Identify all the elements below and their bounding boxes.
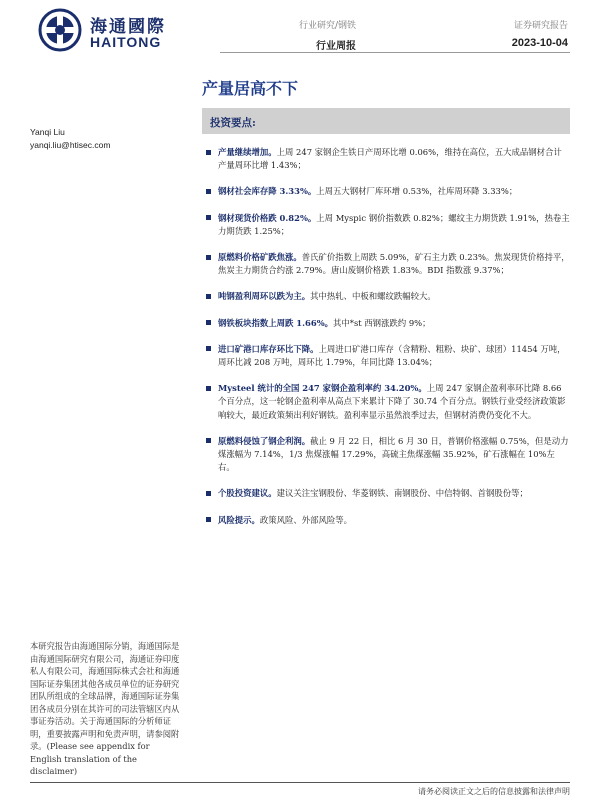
bullet-text: 上周五大钢材厂库环增 0.53%，社库周环降 3.33%； (316, 186, 518, 197)
list-item (206, 212, 570, 238)
list-item (206, 146, 570, 172)
list-item (206, 343, 570, 369)
bullet-text: 上周进口矿港口库存（含精粉、粗粉、块矿、球团）11454 万吨，周环比减 208 万吨，周环比 1.79%，年同比降 13.04%； (218, 343, 566, 368)
list-item (206, 382, 570, 422)
list-item (206, 487, 570, 500)
bullet-lead: 个股投资建议。 (218, 488, 277, 499)
bullet-text: 截止 9 月 22 日，相比 6 月 30 日，普钢价格涨幅 0.75%，但是动力煤涨幅为 7.14%，1/3 焦煤涨幅 17.29%，高硫主焦煤涨幅 35.92%，矿石涨幅在 10%左右。 (218, 435, 569, 473)
bullet-lead: 钢材社会库存降 3.33%。 (218, 186, 317, 197)
bullet-lead: 吨钢盈利周环以跌为主。 (218, 291, 311, 302)
report-type: 证券研究报告 (513, 21, 568, 31)
bullet-lead: 进口矿港口库存环比下降。 (218, 343, 319, 354)
bullet-lead: Mysteel 统计的全国 247 家钢企盈利率约 34.20%。 (218, 383, 427, 394)
distribution-disclaimer: 本研究报告由海通国际分销，海通国际是由海通国际研究有限公司，海通证券印度私人有限公司，海通国际株式会社和海通国际证券集团其他各成员单位的证券研究团队所组成的全球品牌，海通国际证券集团各成员分别在其许可的司法管辖区内从事证券活动。关于海通国际的分析师证明，重要披露声明和免责声明，请参阅附录。(Please see appendix for English translation of the disclaimer) (30, 641, 180, 776)
author-email[interactable]: yanqi.liu@htisec.com (30, 140, 111, 150)
logo-chinese-text: 海通國際 (90, 17, 166, 37)
footer-divider (30, 782, 570, 783)
bullet-lead: 钢铁板块指数上周跌 1.66%。 (218, 317, 334, 328)
bullet-lead: 钢材现货价格跌 0.82%。 (218, 212, 317, 223)
list-item (206, 317, 570, 330)
summary-heading: 投资要点: (210, 117, 256, 129)
bullet-text: 其中*st 西钢涨跌约 9%； (333, 317, 431, 328)
company-logo (38, 8, 198, 52)
footer-notice: 请务必阅读正文之后的信息披露和法律声明 (418, 787, 570, 796)
bullet-text: 上周 247 家钢企盈利率环比降 8.66 个百分点，这一轮钢企盈利率从高点下来累计下降了 30.74 个百分点。钢铁行业受经济政策影响较大，最近政策频出利好钢铁。盈利率显示虽然浪季过去，但钢材消费仍变化不大。 (218, 383, 566, 420)
list-item (206, 514, 570, 527)
report-date: 2023-10-04 (511, 37, 568, 49)
bullet-text: 政策风险、外部风险等。 (259, 514, 352, 525)
report-title: 产量居高不下 (202, 79, 299, 98)
header-meta-block (438, 18, 568, 49)
header-category-block (276, 18, 356, 52)
bullet-text: 上周 Myspic 钢价指数跌 0.82%；螺纹主力期货跌 1.91%，热卷主力期货跌 1.25%； (218, 212, 570, 236)
bullet-lead: 原燃料价格矿跌焦涨。 (218, 252, 302, 263)
list-item (206, 435, 570, 475)
investment-highlights-list (206, 146, 570, 540)
header-divider (220, 52, 570, 53)
report-category: 行业研究/钢铁 (298, 21, 356, 31)
bullet-lead: 原燃料侵蚀了钢企利润。 (218, 435, 311, 446)
bullet-text: 普氏矿价指数上周跌 5.09%，矿石主力跌 0.23%。焦炭现货价格持平，焦炭主力期货合约涨 2.79%。唐山废钢价格跌 1.83%。BDI 指数涨 9.37%； (218, 252, 570, 276)
summary-heading-bar (202, 108, 570, 134)
list-item (206, 290, 570, 303)
list-item (206, 185, 570, 198)
bullet-lead: 风险提示。 (218, 514, 260, 525)
bullet-text: 建议关注宝钢股份、华菱钢铁、南钢股份、中信特钢、首钢股份等； (276, 488, 528, 499)
bullet-lead: 产量继续增加。 (218, 147, 277, 157)
report-kind: 行业周报 (316, 41, 356, 52)
haitong-logo-icon (38, 8, 82, 52)
bullet-text: 其中热轧、中板和螺纹跌幅较大。 (310, 291, 436, 302)
logo-english-text: HAITONG (90, 34, 162, 50)
bullet-text: 上周 247 家钢企生铁日产周环比增 0.06%，维持在高位，五大成品钢材合计产量周环比增 1.43%； (218, 147, 562, 171)
author-name: Yanqi Liu (30, 127, 65, 137)
author-block (30, 126, 110, 152)
list-item (206, 251, 570, 277)
